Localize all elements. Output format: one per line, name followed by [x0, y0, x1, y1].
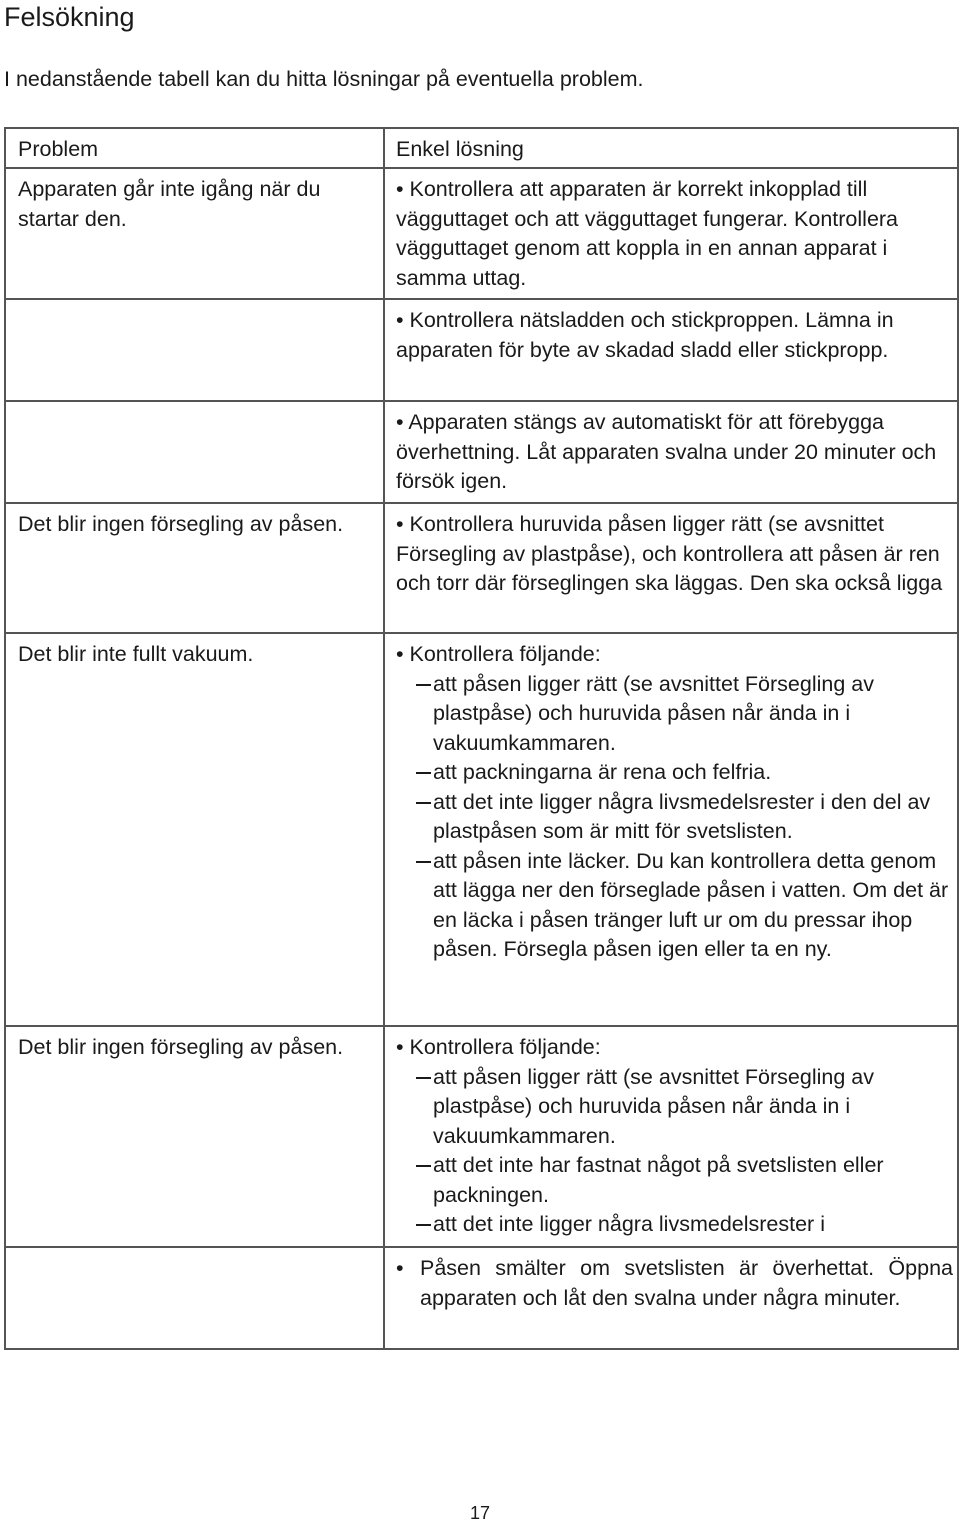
troubleshooting-table — [4, 127, 959, 1350]
solution-cell: • Kontrollera huruvida påsen ligger rätt (se avsnittet Försegling av plastpåse), och kontrollera att påsen är ren och torr där förseglingen ska läggas. Den ska också ligga — [384, 503, 958, 633]
check-intro: • Kontrollera följande: — [396, 642, 601, 666]
table-row — [5, 401, 958, 503]
problem-cell: Det blir inte fullt vakuum. — [5, 633, 384, 1026]
list-item: att det inte har fastnat något på svetslisten eller packningen. — [396, 1151, 953, 1210]
page-number: 17 — [469, 1503, 491, 1523]
solution-cell: • Kontrollera nätsladden och stickproppen. Lämna in apparaten för byte av skadad sladd eller stickpropp. — [384, 299, 958, 401]
problem-cell — [5, 401, 384, 503]
list-item: att packningarna är rena och felfria. — [396, 758, 953, 788]
solution-cell — [384, 1247, 958, 1349]
check-intro: • Kontrollera följande: — [396, 1035, 601, 1059]
intro-text: I nedanstående tabell kan du hitta lösningar på eventuella problem. — [4, 67, 644, 91]
table-row — [5, 503, 958, 633]
table-row — [5, 299, 958, 401]
bullet-icon: • — [396, 1256, 404, 1280]
solution-cell: • Apparaten stängs av automatiskt för att förebygga överhettning. Låt apparaten svalna under 20 minuter och försök igen. — [384, 401, 958, 503]
solution-cell — [384, 633, 958, 1026]
problem-cell: Det blir ingen försegling av påsen. — [5, 503, 384, 633]
dash-icon — [416, 684, 431, 686]
list-item: att påsen inte läcker. Du kan kontrollera detta genom att lägga ner den förseglade påsen i vatten. Om det är en läcka i påsen tränger luft ur om du pressar ihop påsen. Försegla påsen igen eller ta en ny. — [396, 847, 953, 965]
problem-cell — [5, 1247, 384, 1349]
dash-icon — [416, 861, 431, 863]
table-row — [5, 1026, 958, 1247]
header-solution: Enkel lösning — [384, 128, 958, 168]
solution-cell: • Kontrollera att apparaten är korrekt inkopplad till vägguttaget och att vägguttaget fungerar. Kontrollera vägguttaget genom att koppla in en annan apparat i samma uttag. — [384, 168, 958, 299]
list-item: att påsen ligger rätt (se avsnittet Försegling av plastpåse) och huruvida påsen når ända in i vakuumkammaren. — [396, 1063, 953, 1152]
page-title: Felsökning — [4, 2, 135, 32]
list-item: att det inte ligger några livsmedelsrester i — [396, 1210, 953, 1240]
dash-icon — [416, 772, 431, 774]
header-problem: Problem — [5, 128, 384, 168]
table-row — [5, 1247, 958, 1349]
list-item: att påsen ligger rätt (se avsnittet Försegling av plastpåse) och huruvida påsen når ända in i vakuumkammaren. — [396, 670, 953, 759]
table-header-row — [5, 128, 958, 168]
dash-icon — [416, 1224, 431, 1226]
list-item: att det inte ligger några livsmedelsrester i den del av plastpåsen som är mitt för svetslisten. — [396, 788, 953, 847]
table-row — [5, 633, 958, 1026]
dash-icon — [416, 1077, 431, 1079]
problem-cell: Apparaten går inte igång när du startar den. — [5, 168, 384, 299]
problem-cell: Det blir ingen försegling av påsen. — [5, 1026, 384, 1247]
solution-text: • Påsen smälter om svetslisten är överhettat. Öppna apparaten och låt den svalna under några minuter. — [396, 1256, 953, 1310]
solution-cell — [384, 1026, 958, 1247]
dash-icon — [416, 1165, 431, 1167]
dash-icon — [416, 802, 431, 804]
table-row — [5, 168, 958, 299]
problem-cell — [5, 299, 384, 401]
